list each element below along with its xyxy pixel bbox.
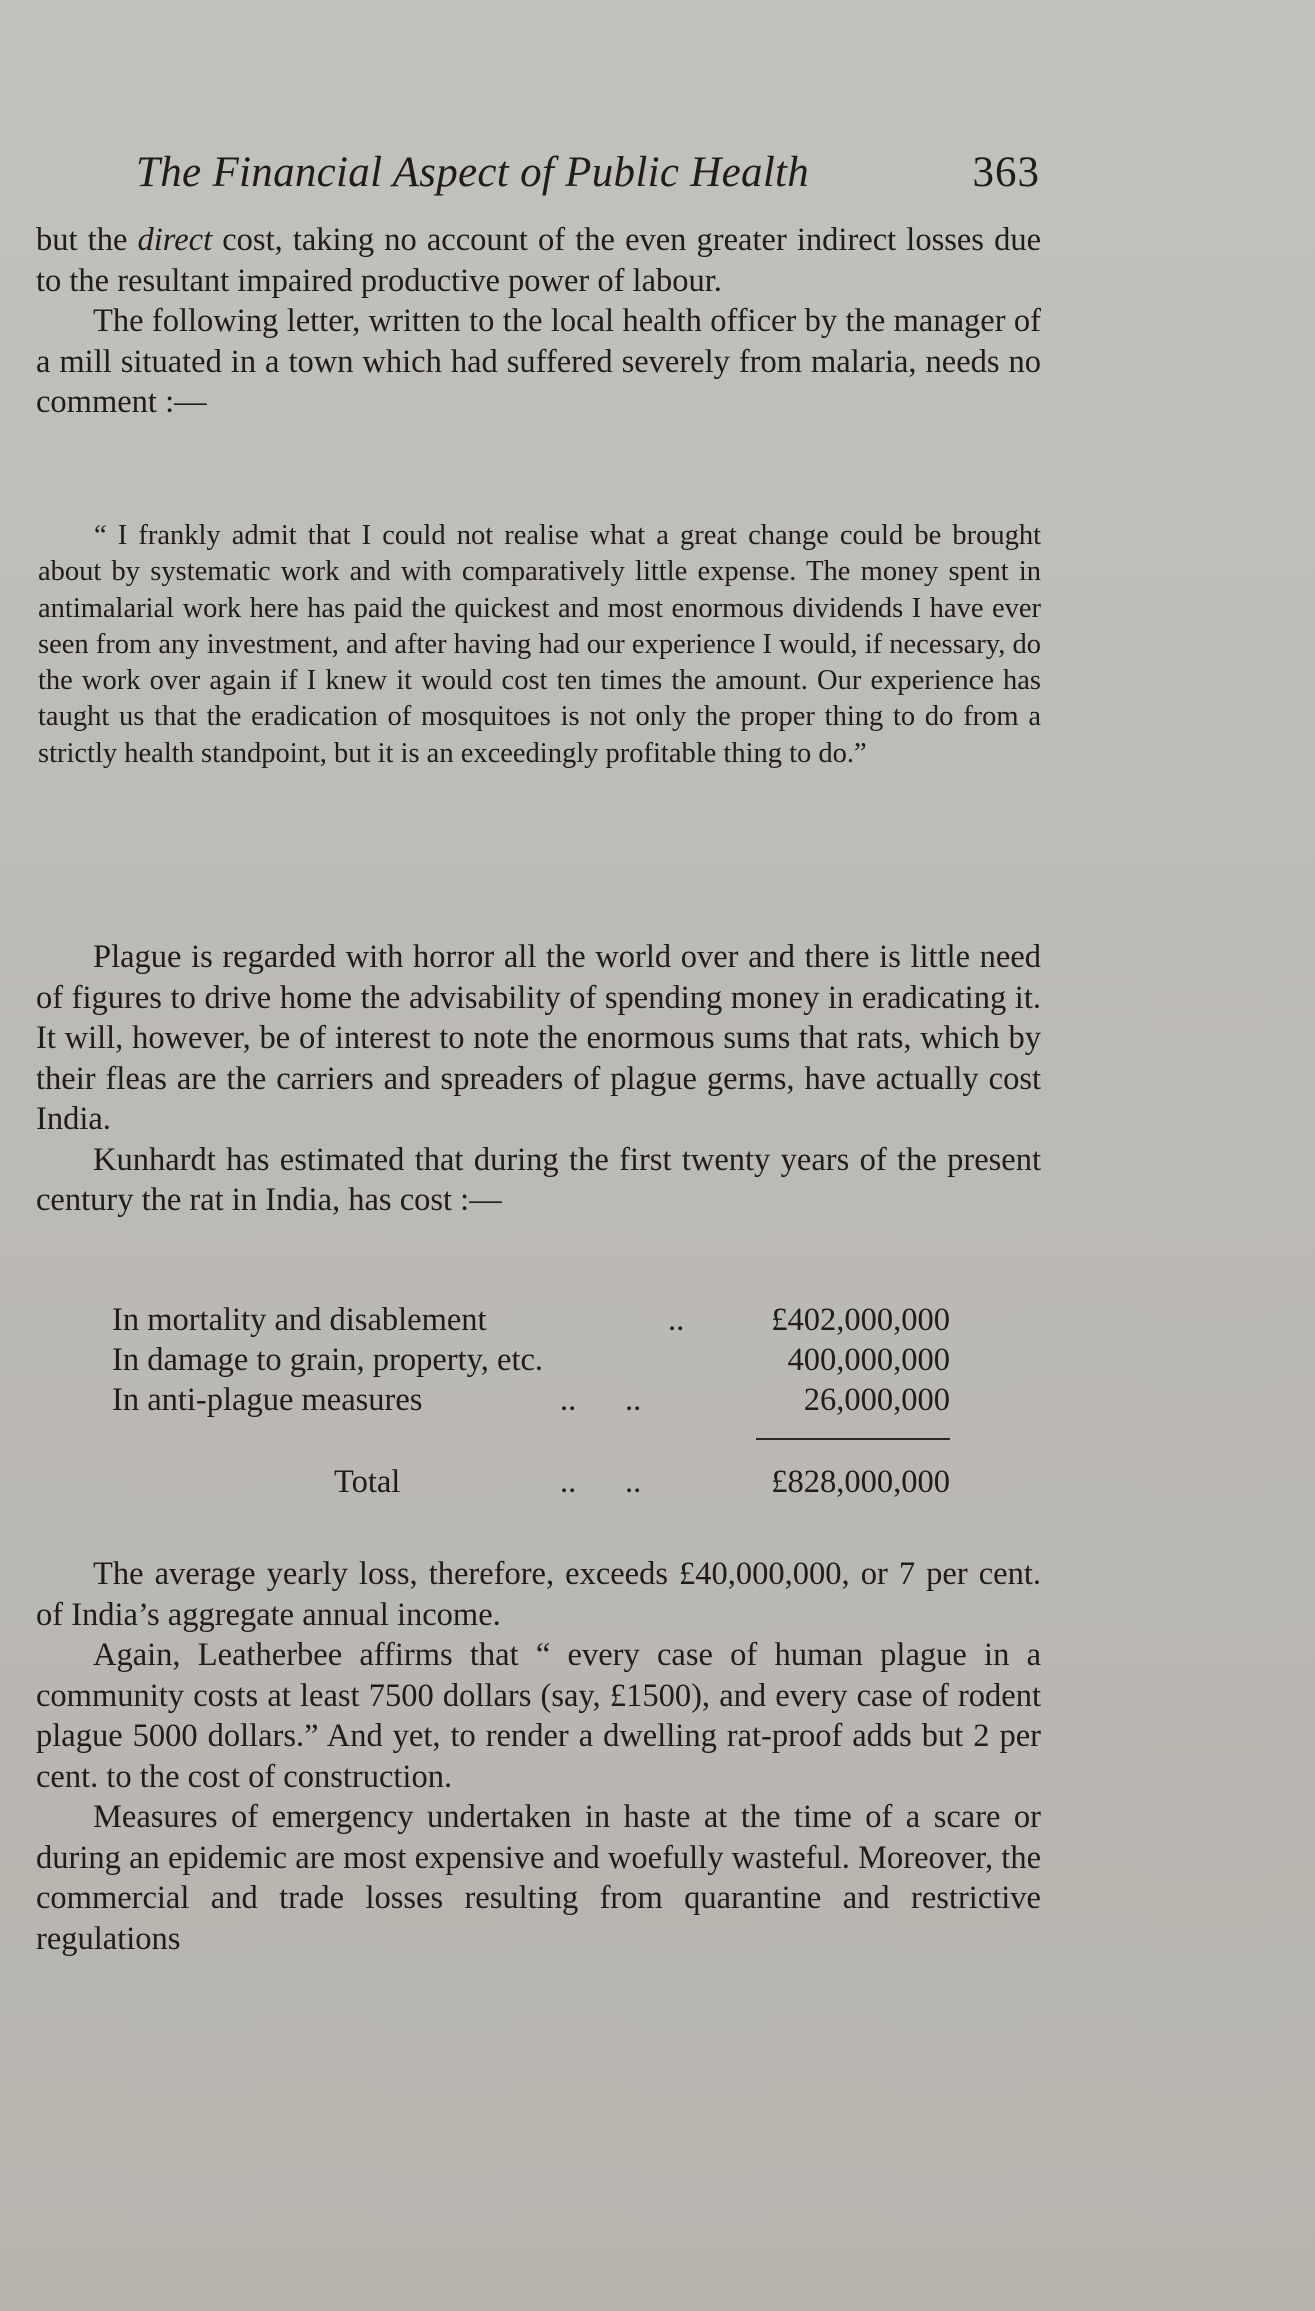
row-value: 400,000,000 — [787, 1342, 950, 1378]
paragraph-kunhardt: Kunhardt has estimated that during the first twenty years of the present century the rat in India, has cost :— — [36, 1141, 1041, 1218]
plague-text — [36, 937, 1041, 1221]
row-label: In mortality and disablement — [112, 1302, 487, 1338]
paragraph-emergency: Measures of emergency undertaken in haste at the time of a scare or during an epidemic are most expensive and woefully wasteful. Moreover, the commercial and trade losses resulting from quarantine and restrictive regulations — [36, 1799, 1041, 1957]
paragraph-letter-intro: The following letter, written to the local health officer by the manager of a mill situated in a town which had suffered severely from malaria, needs no comment :— — [36, 303, 1041, 420]
sum-rule — [756, 1438, 950, 1440]
table-total-row — [112, 1462, 950, 1502]
paragraph-continuation — [36, 220, 1041, 301]
text-run: but the — [36, 222, 138, 258]
row-label: In damage to grain, property, etc. — [112, 1342, 544, 1378]
running-title: The Financial Aspect of Public Health — [136, 149, 810, 196]
total-label: Total — [334, 1464, 401, 1500]
running-header — [136, 148, 1046, 208]
leader-dots: .. — [668, 1302, 685, 1338]
table-row — [112, 1300, 950, 1340]
block-quote-letter: “ I frankly admit that I could not realise what a great change could be brought about by systematic work and with comparatively little expense. The money spent in antimalarial work here has paid the quickest and most enormous dividends I have ever seen from any investment, and after having had our experience I would, if necessary, do the work over again if I knew it would cost ten times the amount. Our experience has taught us that the eradication of mosquitoes is not only the proper thing to do from a strictly health standpoint, but it is an exceedingly profitable thing to do.” — [38, 520, 1041, 769]
row-label: In anti-plague measures — [112, 1382, 423, 1418]
table-row — [112, 1380, 950, 1420]
row-value: £402,000,000 — [771, 1302, 950, 1338]
opening-text — [36, 220, 1041, 423]
cost-table — [112, 1300, 950, 1500]
leader-dots: .. .. — [560, 1382, 642, 1418]
paragraph-leatherbee: Again, Leatherbee affirms that “ every case of human plague in a community costs at least 7500 dollars (say, £1500), and every case of rodent plague 5000 dollars.” And yet, to render a dwelling rat-proof adds but 2 per cent. to the cost of construction. — [36, 1637, 1041, 1795]
row-value: 26,000,000 — [803, 1382, 950, 1418]
emphasis-direct: direct — [137, 222, 213, 258]
paragraph-yearly-loss: The average yearly loss, therefore, exceeds £40,000,000, or 7 per cent. of India’s aggregate annual income. — [36, 1556, 1041, 1633]
text-run: cost, taking no account of the even greater indirect losses due to the resultant impaired productive power of labour. — [36, 222, 1041, 299]
table-row — [112, 1340, 950, 1380]
closing-text — [36, 1554, 1041, 1959]
paragraph-plague: Plague is regarded with horror all the world over and there is little need of figures to drive home the advisability of spending money in eradicating it. It will, however, be of interest to note the enormous sums that rats, which by their fleas are the carriers and spreaders of plague germs, have actually cost India. — [36, 939, 1041, 1137]
page-number: 363 — [972, 149, 1040, 196]
leader-dots: .. .. — [560, 1464, 642, 1500]
total-value: £828,000,000 — [771, 1464, 950, 1500]
